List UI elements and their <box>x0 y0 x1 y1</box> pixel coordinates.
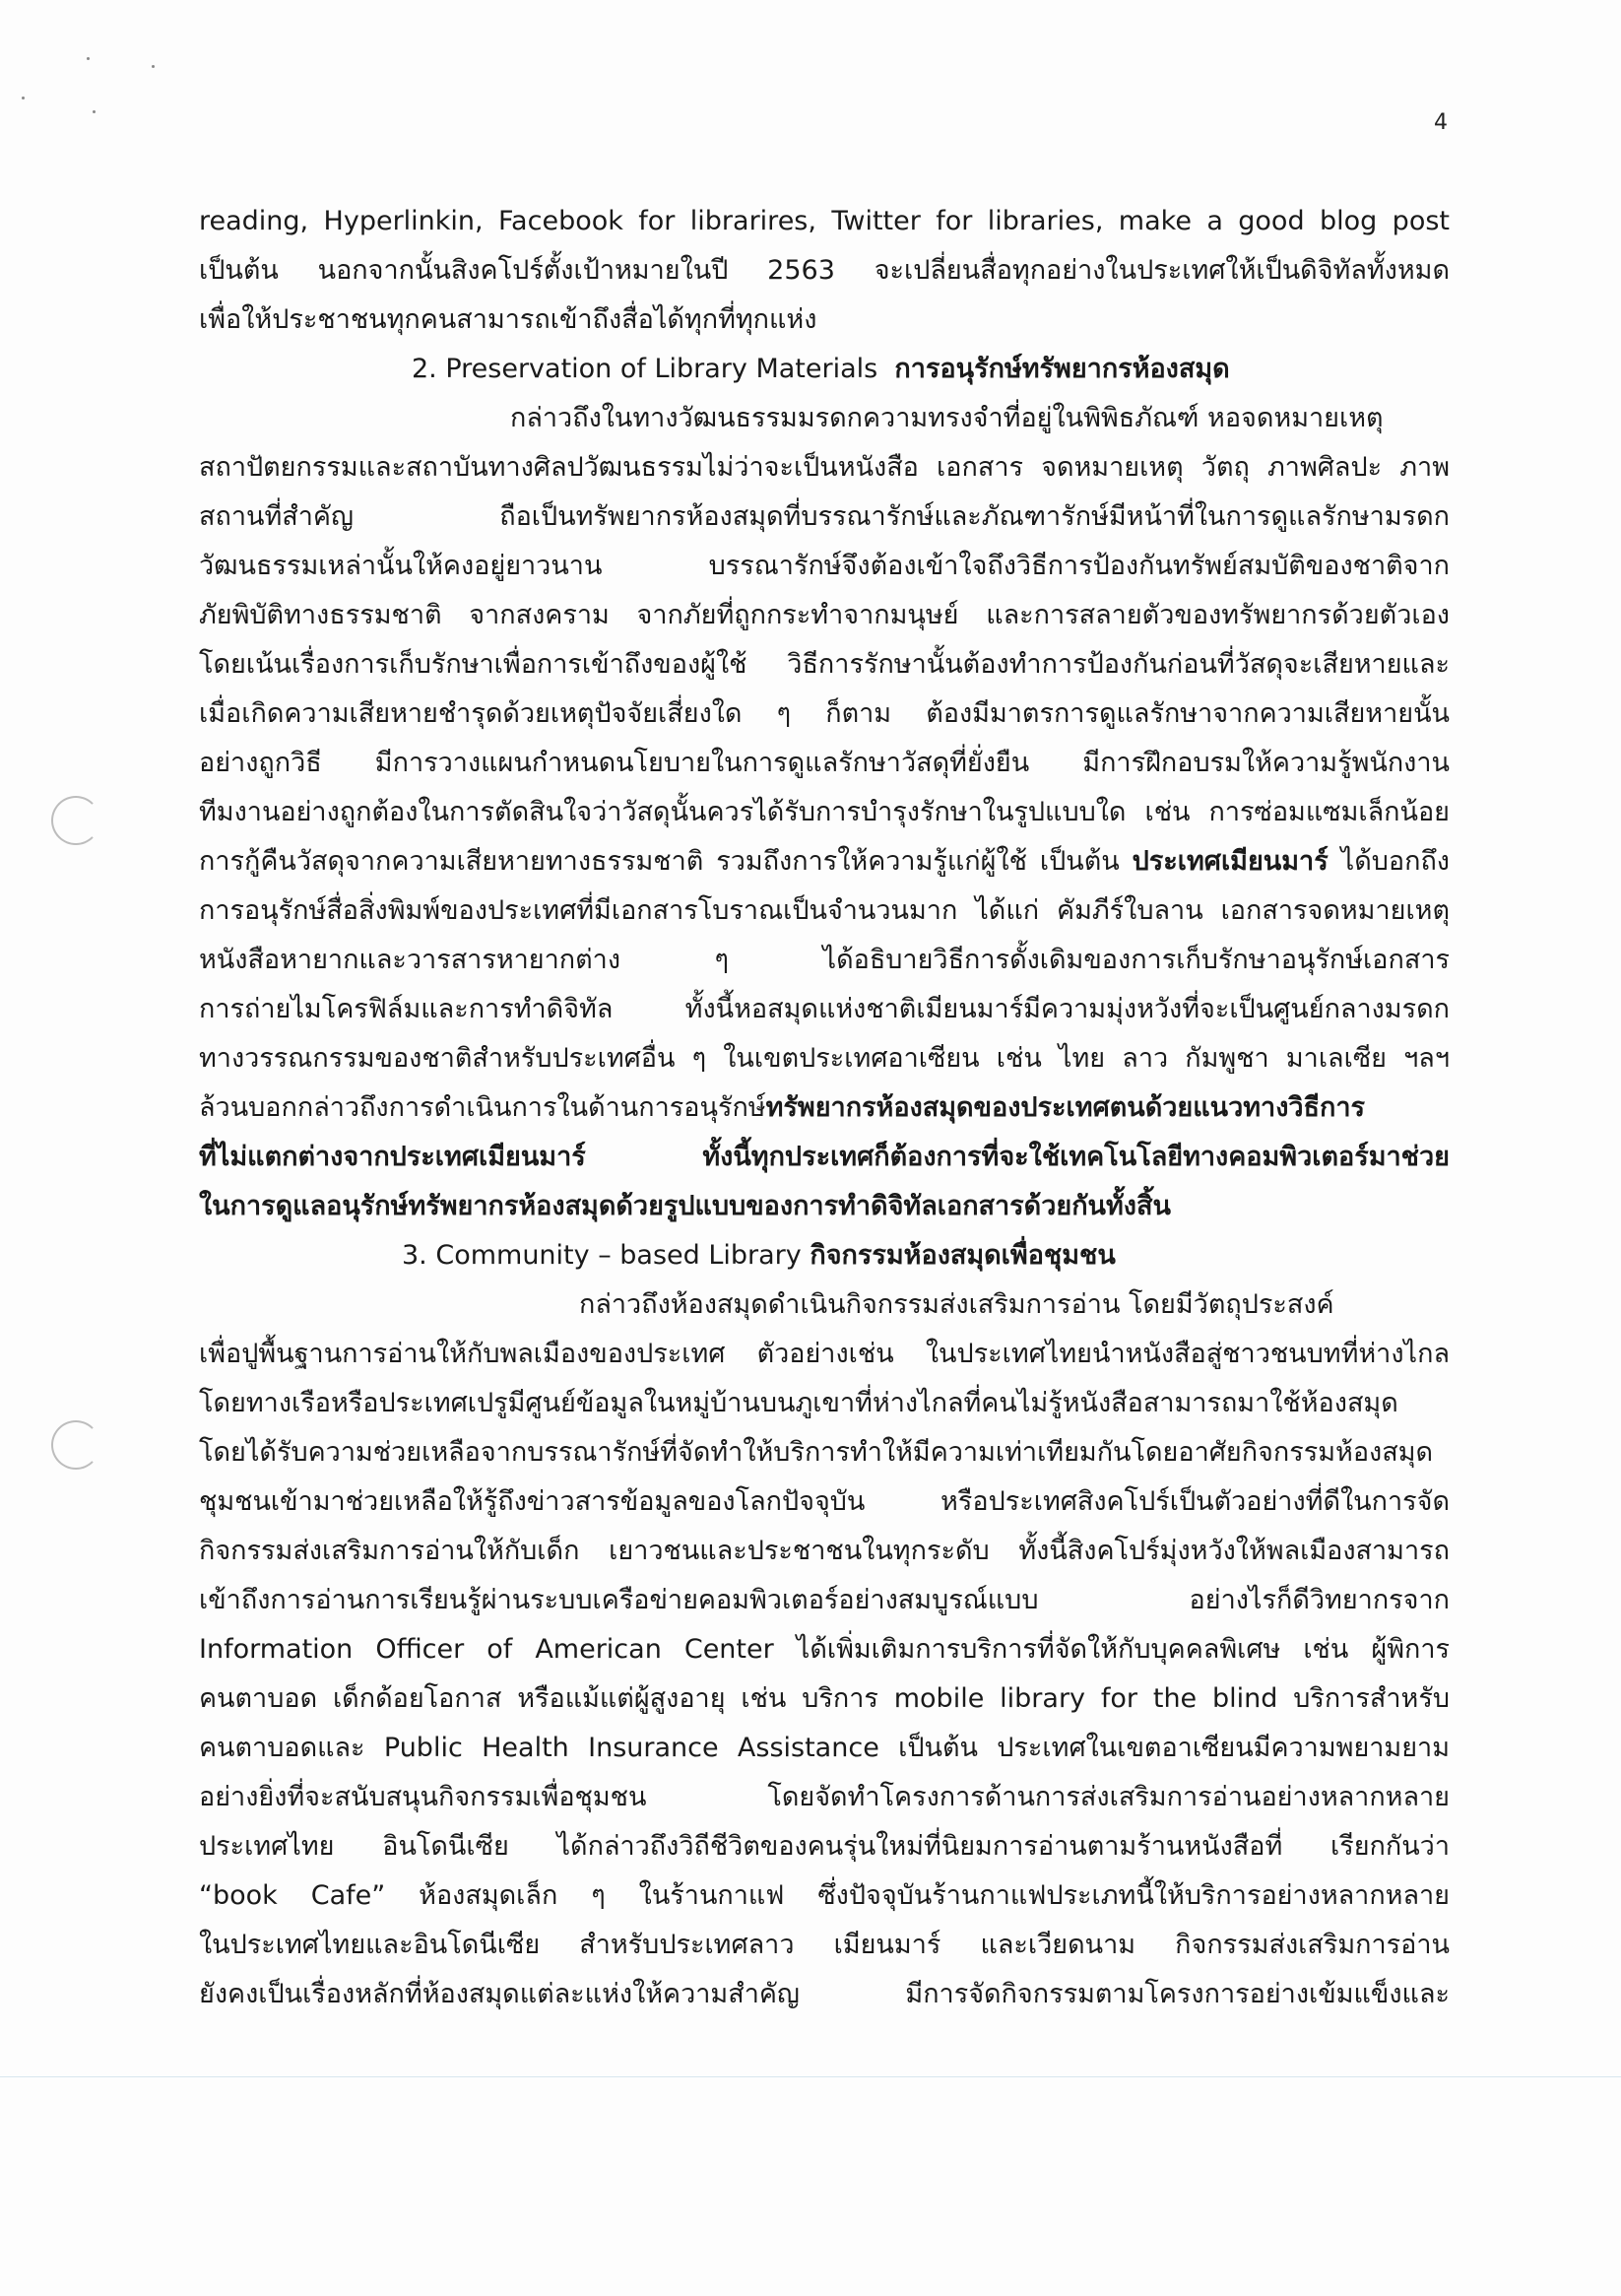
text-line-bold: ที่ไม่แตกต่างจากประเทศเมียนมาร์ ทั้งนี้ทุกประเทศก็ต้องการที่จะใช้เทคโนโลยีทางคอมพิวเตอร์มาช่วย <box>199 1142 1450 1172</box>
text-line: คนตาบอด เด็กด้อยโอกาส หรือแม้แต่ผู้สูงอายุ เช่น บริการ mobile library for the blind บริการสำหรับ <box>199 1683 1450 1714</box>
text-span-bold: ประเทศเมียนมาร์ <box>1132 846 1329 877</box>
section-heading <box>199 1231 1450 1280</box>
scan-speck <box>87 57 90 60</box>
text-line: โดยทางเรือหรือประเทศเปรูมีศูนย์ข้อมูลในหมู่บ้านบนภูเขาที่ห่างไกลที่คนไม่รู้หนังสือสามารถมาใช้ห้องสมุด <box>199 1388 1398 1418</box>
punch-hole <box>51 1420 100 1470</box>
text-line: กิจกรรมส่งเสริมการอ่านให้กับเด็ก เยาวชนและประชาชนในทุกระดับ ทั้งนี้สิงคโปร์มุ่งหวังให้พลเมืองสามารถ <box>199 1536 1450 1566</box>
text-span: ได้บอกถึง <box>1340 846 1450 877</box>
section-heading <box>199 345 1450 394</box>
text-line: “book Cafe” ห้องสมุดเล็ก ๆ ในร้านกาแฟ ซึ่งปัจจุบันร้านกาแฟประเภทนี้ให้บริการอย่างหลากหลาย <box>199 1880 1450 1911</box>
text-line: สถานที่สำคัญ ถือเป็นทรัพยากรห้องสมุดที่บรรณารักษ์และภัณฑารักษ์มีหน้าที่ในการดูแลรักษามรดก <box>199 501 1450 532</box>
text-span-bold: ทรัพยากรห้องสมุดของประเทศตนด้วยแนวทางวิธีการ <box>765 1092 1366 1123</box>
text-line: วัฒนธรรมเหล่านั้นให้คงอยู่ยาวนาน บรรณารักษ์จึงต้องเข้าใจถึงวิธีการป้องกันทรัพย์สมบัติของชาติจาก <box>199 551 1450 581</box>
text-line: ทีมงานอย่างถูกต้องในการตัดสินใจว่าวัสดุนั้นควรได้รับการบำรุงรักษาในรูปแบบใด เช่น การซ่อมแซมเล็กน้อย <box>199 797 1450 827</box>
text-line: เป็นต้น นอกจากนั้นสิงคโปร์ตั้งเป้าหมายในปี 2563 จะเปลี่ยนสื่อทุกอย่างในประเทศให้เป็นดิจิทัลทั้งหมด <box>199 255 1450 286</box>
text-line: การอนุรักษ์สื่อสิ่งพิมพ์ของประเทศที่มีเอกสารโบราณเป็นจำนวนมาก ได้แก่ คัมภีร์ใบลาน เอกสารจดหมายเหตุ <box>199 895 1450 926</box>
scan-edge-line <box>0 2076 1621 2077</box>
text-span: การกู้คืนวัสดุจากความเสียหายทางธรรมชาติ รวมถึงการให้ความรู้แก่ผู้ใช้ เป็นต้น <box>199 846 1120 877</box>
text-line: การถ่ายไมโครฟิล์มและการทำดิจิทัล ทั้งนี้หอสมุดแห่งชาติเมียนมาร์มีความมุ่งหวังที่จะเป็นศูนย์กลางมรดก <box>199 994 1450 1024</box>
text-line <box>199 1083 1450 1133</box>
text-line: ยังคงเป็นเรื่องหลักที่ห้องสมุดแต่ละแห่งให้ความสำคัญ มีการจัดกิจกรรมตามโครงการอย่างเข้มแข็งและ <box>199 1979 1450 2009</box>
section-heading-en: 2. Preservation of Library Materials <box>412 354 878 384</box>
text-line: หนังสือหายากและวารสารหายากต่าง ๆ ได้อธิบายวิธีการดั้งเดิมของการเก็บรักษาอนุรักษ์เอกสาร <box>199 945 1450 975</box>
text-line: เพื่อให้ประชาชนทุกคนสามารถเข้าถึงสื่อได้ทุกที่ทุกแห่ง <box>199 304 817 335</box>
page-number: 4 <box>1434 110 1448 135</box>
text-line: อย่างถูกวิธี มีการวางแผนกำหนดนโยบายในการดูแลรักษาวัสดุที่ยั่งยืน มีการฝึกอบรมให้ความรู้พนักงาน <box>199 748 1450 778</box>
text-line: เพื่อปูพื้นฐานการอ่านให้กับพลเมืองของประเทศ ตัวอย่างเช่น ในประเทศไทยนำหนังสือสู่ชาวชนบทที่ห่างไกล <box>199 1339 1450 1369</box>
section-heading-th: กิจกรรมห้องสมุดเพื่อชุมชน <box>810 1240 1116 1271</box>
text-line: ชุมชนเข้ามาช่วยเหลือให้รู้ถึงข่าวสารข้อมูลของโลกปัจจุบัน หรือประเทศสิงคโปร์เป็นตัวอย่างที่ดีในการจัด <box>199 1486 1450 1517</box>
text-line: กล่าวถึงในทางวัฒนธรรมมรดกความทรงจำที่อยู่ในพิพิธภัณฑ์ หอจดหมายเหตุ <box>510 403 1384 433</box>
body-text <box>199 197 1450 2019</box>
text-line: โดยได้รับความช่วยเหลือจากบรรณารักษ์ที่จัดทำให้บริการทำให้มีความเท่าเทียมกันโดยอาศัยกิจกรรมห้องสมุด <box>199 1437 1434 1468</box>
text-line-bold: ในการดูแลอนุรักษ์ทรัพยากรห้องสมุดด้วยรูปแบบของการทำดิจิทัลเอกสารด้วยกันทั้งสิ้น <box>199 1191 1171 1221</box>
text-line: โดยเน้นเรื่องการเก็บรักษาเพื่อการเข้าถึงของผู้ใช้ วิธีการรักษานั้นต้องทำการป้องกันก่อนที่วัสดุจะเสียหายและ <box>199 649 1450 680</box>
text-line <box>199 837 1450 886</box>
text-line: คนตาบอดและ Public Health Insurance Assistance เป็นต้น ประเทศในเขตอาเซียนมีความพยามยาม <box>199 1733 1450 1763</box>
scan-speck <box>152 65 155 68</box>
text-line: สถาปัตยกรรมและสถาบันทางศิลปวัฒนธรรมไม่ว่าจะเป็นหนังสือ เอกสาร จดหมายเหตุ วัตถุ ภาพศิลปะ ภาพ <box>199 452 1450 483</box>
section-heading-th: การอนุรักษ์ทรัพยากรห้องสมุด <box>894 354 1230 384</box>
text-line: ทางวรรณกรรมของชาติสำหรับประเทศอื่น ๆ ในเขตประเทศอาเซียน เช่น ไทย ลาว กัมพูชา มาเลเซีย ฯลฯ <box>199 1043 1450 1074</box>
text-line: reading, Hyperlinkin, Facebook for librarires, Twitter for libraries, make a good blog post <box>199 206 1450 236</box>
text-line: Information Officer of American Center ได้เพิ่มเติมการบริการที่จัดให้กับบุคคลพิเศษ เช่น ผู้พิการ <box>199 1634 1450 1665</box>
section-heading-en: 3. Community – based Library <box>402 1240 802 1271</box>
text-line: ประเทศไทย อินโดนีเซีย ได้กล่าวถึงวิถีชีวิตของคนรุ่นใหม่ที่นิยมการอ่านตามร้านหนังสือที่ เรียกกันว่า <box>199 1831 1450 1862</box>
text-line: เมื่อเกิดความเสียหายชำรุดด้วยเหตุปัจจัยเสี่ยงใด ๆ ก็ตาม ต้องมีมาตรการดูแลรักษาจากความเสียหายนั้น <box>199 698 1450 729</box>
text-line: เข้าถึงการอ่านการเรียนรู้ผ่านระบบเครือข่ายคอมพิวเตอร์อย่างสมบูรณ์แบบ อย่างไรก็ดีวิทยากรจาก <box>199 1585 1450 1615</box>
scan-speck <box>22 97 25 99</box>
punch-hole <box>51 796 100 845</box>
text-line: กล่าวถึงห้องสมุดดำเนินกิจกรรมส่งเสริมการอ่าน โดยมีวัตถุประสงค์ <box>579 1289 1334 1320</box>
text-span: ล้วนบอกกล่าวถึงการดำเนินการในด้านการอนุรักษ์ <box>199 1092 766 1123</box>
scan-speck <box>93 110 96 113</box>
text-line: อย่างยิ่งที่จะสนับสนุนกิจกรรมเพื่อชุมชน โดยจัดทำโครงการด้านการส่งเสริมการอ่านอย่างหลากหลาย <box>199 1782 1450 1812</box>
text-line: ในประเทศไทยและอินโดนีเซีย สำหรับประเทศลาว เมียนมาร์ และเวียดนาม กิจกรรมส่งเสริมการอ่าน <box>199 1930 1450 1960</box>
text-line: ภัยพิบัติทางธรรมชาติ จากสงคราม จากภัยที่ถูกกระทำจากมนุษย์ และการสลายตัวของทรัพยากรด้วยตัวเอง <box>199 600 1450 630</box>
